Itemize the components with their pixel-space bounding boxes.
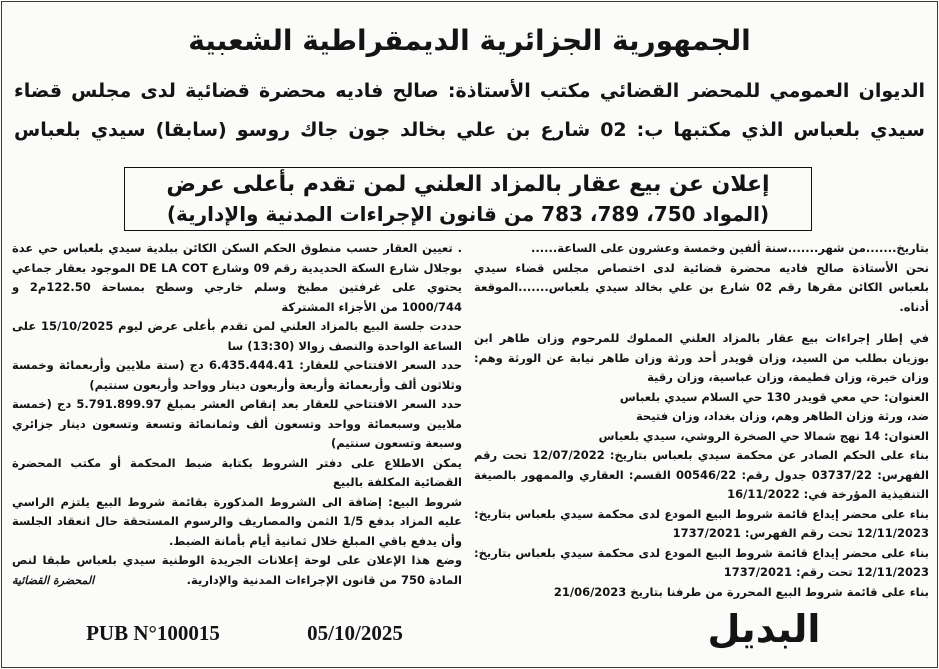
auction-session: حددت جلسة البيع بالمزاد العلني لمن تقدم بأعلى عرض ليوم 15/10/2025 على الساعة الواحدة والنصف زوالا (13:30) سا <box>12 319 462 353</box>
defendants: ضد، ورثة وزان الطاهر وهم، وزان بغداد، وزان فتيحة <box>635 409 929 423</box>
judgment-reference: بناء على الحكم الصادر عن محكمة سيدي بلعباس بتاريخ: 12/07/2022 تحت رقم الفهرس: 03737/22 جدول رقم: 00546/22 القسم: العقاري والممهور بالصيغة التنفيذية المؤرخة في: 16/11/2022 <box>474 448 929 501</box>
deposit-record-2: بناء على محضر إيداع قائمة شروط البيع المودع لدى محكمة سيدي بلعباس بتاريخ: 12/11/2023 تحت رقم: 1737/2021 <box>474 545 929 579</box>
bailiff-office-header <box>14 72 925 150</box>
newspaper-name: البديل <box>707 607 821 651</box>
claimant-address: العنوان: حي معي قويدر 130 حي السلام سيدي بلعباس <box>619 389 929 404</box>
reduced-opening-price: حدد السعر الافتتاحي للعقار بعد إنقاص العشر بمبلغ 5.791.899.97 دج (خمسة ملايين وسبعمائة وواحد وتسعون ألف وثمانمائة وتسعة وتسعون دينار جزائري وسبعة وتسعون سنتيم) <box>12 397 462 450</box>
publication-date: 05/10/2025 <box>307 621 403 645</box>
opening-price: حدد السعر الافتتاحي للعقار: 6.435.444.41 دج (ستة ملايين وأربعمائة وخمسة وثلاثون ألف وأربعمائة وأربعة وأربعون دينار وواحد وأربعون سنتيم) <box>12 358 462 392</box>
sale-context: في إطار إجراءات بيع عقار بالمزاد العلني المملوك للمرحوم وزان طاهر ابن بوزيان بطلب من السيد، وزان قويدر أحد ورثة وزان طاهر نيابة عن الورثة وهم: وزان خيرة، وزان فطيمة، وزان عباسية، وزان رقية <box>474 331 929 384</box>
left-column <box>12 239 462 590</box>
office-line-1: الديوان العمومي للمحضر القضائي مكتب الأستاذة: صالح فاديه محضرة قضائية لدى مجلس قضاء <box>14 80 925 102</box>
conditions-list-reference: بناء على قائمة شروط البيع المحررة من طرفنا بتاريخ 21/06/2023 <box>553 584 929 599</box>
notice-title-box <box>124 167 812 231</box>
defendants-address: العنوان: 14 نهج شمالا حي الصخرة الروشي، سيدي بلعباس <box>598 428 929 443</box>
publication-statement: وضع هذا الإعلان على لوحة إعلانات الجريدة الوطنية سيدي بلعباس طبقا لنص المادة 750 من قانون الإجراءات المدنية والإدارية. <box>12 553 462 587</box>
deposit-record-1: بناء على محضر إيداع قائمة شروط البيع المودع لدى محكمة سيدي بلعباس بتاريخ: 12/11/2023 تحت رقم الفهرس: 1737/2021 <box>474 506 929 540</box>
date-line: بتاريخ.......من شهر.......سنة ألفين وخمسة وعشرون على الساعة...... <box>531 241 929 255</box>
publication-number: PUB N°100015 <box>86 621 220 645</box>
legal-reference: (المواد 750، 789، 783 من قانون الإجراءات المدنية والإدارية) <box>166 202 770 226</box>
right-column <box>474 239 929 602</box>
bailiff-signature: المحضرة القضائية <box>12 573 95 587</box>
country-title: الجمهورية الجزائرية الديمقراطية الشعبية <box>188 24 751 57</box>
notice-title: إعلان عن بيع عقار بالمزاد العلني لمن تقدم بأعلى عرض <box>166 172 770 197</box>
bailiff-statement: نحن الأستاذة صالح فاديه محضرة قضائية لدى اختصاص مجلس قضاء سيدي بلعباس الكائن مقرها رقم 02 شارع بن علي بخالد سيدي بلعباس.......الموقعة أدناه. <box>474 260 929 314</box>
conditions-consultation: يمكن الاطلاع على دفتر الشروط بكتابة ضبط المحكمة أو مكتب المحضرة القضائية المكلفة بالبيع <box>12 455 462 489</box>
office-line-2: سيدي بلعباس الذي مكتبها ب: 02 شارع بن علي بخالد جون جاك روسو (سابقا) سيدي بلعباس <box>14 119 925 141</box>
property-description: . تعيين العقار حسب منطوق الحكم السكن الكائن ببلدية سيدي بلعباس حي عدة بوجلال شارع السكة الحديدية رقم 09 وشارع DE LA COT الموجود بعقار جماعي يحتوي على غرفتين مطبخ وسلم خارجي وسطح بمساحة 122.50م2 و 1000/744 من الأجزاء المشتركة <box>12 241 463 314</box>
sale-conditions: شروط البيع: إضافة الى الشروط المذكورة بقائمة شروط البيع يلتزم الراسي عليه المزاد بدفع 1/5 الثمن والمصاريف والرسوم المستحقة حال انعقاد الجلسة وأن يدفع باقي المبلغ خلال ثمانية أيام بأمانة الضبط. <box>12 494 462 548</box>
